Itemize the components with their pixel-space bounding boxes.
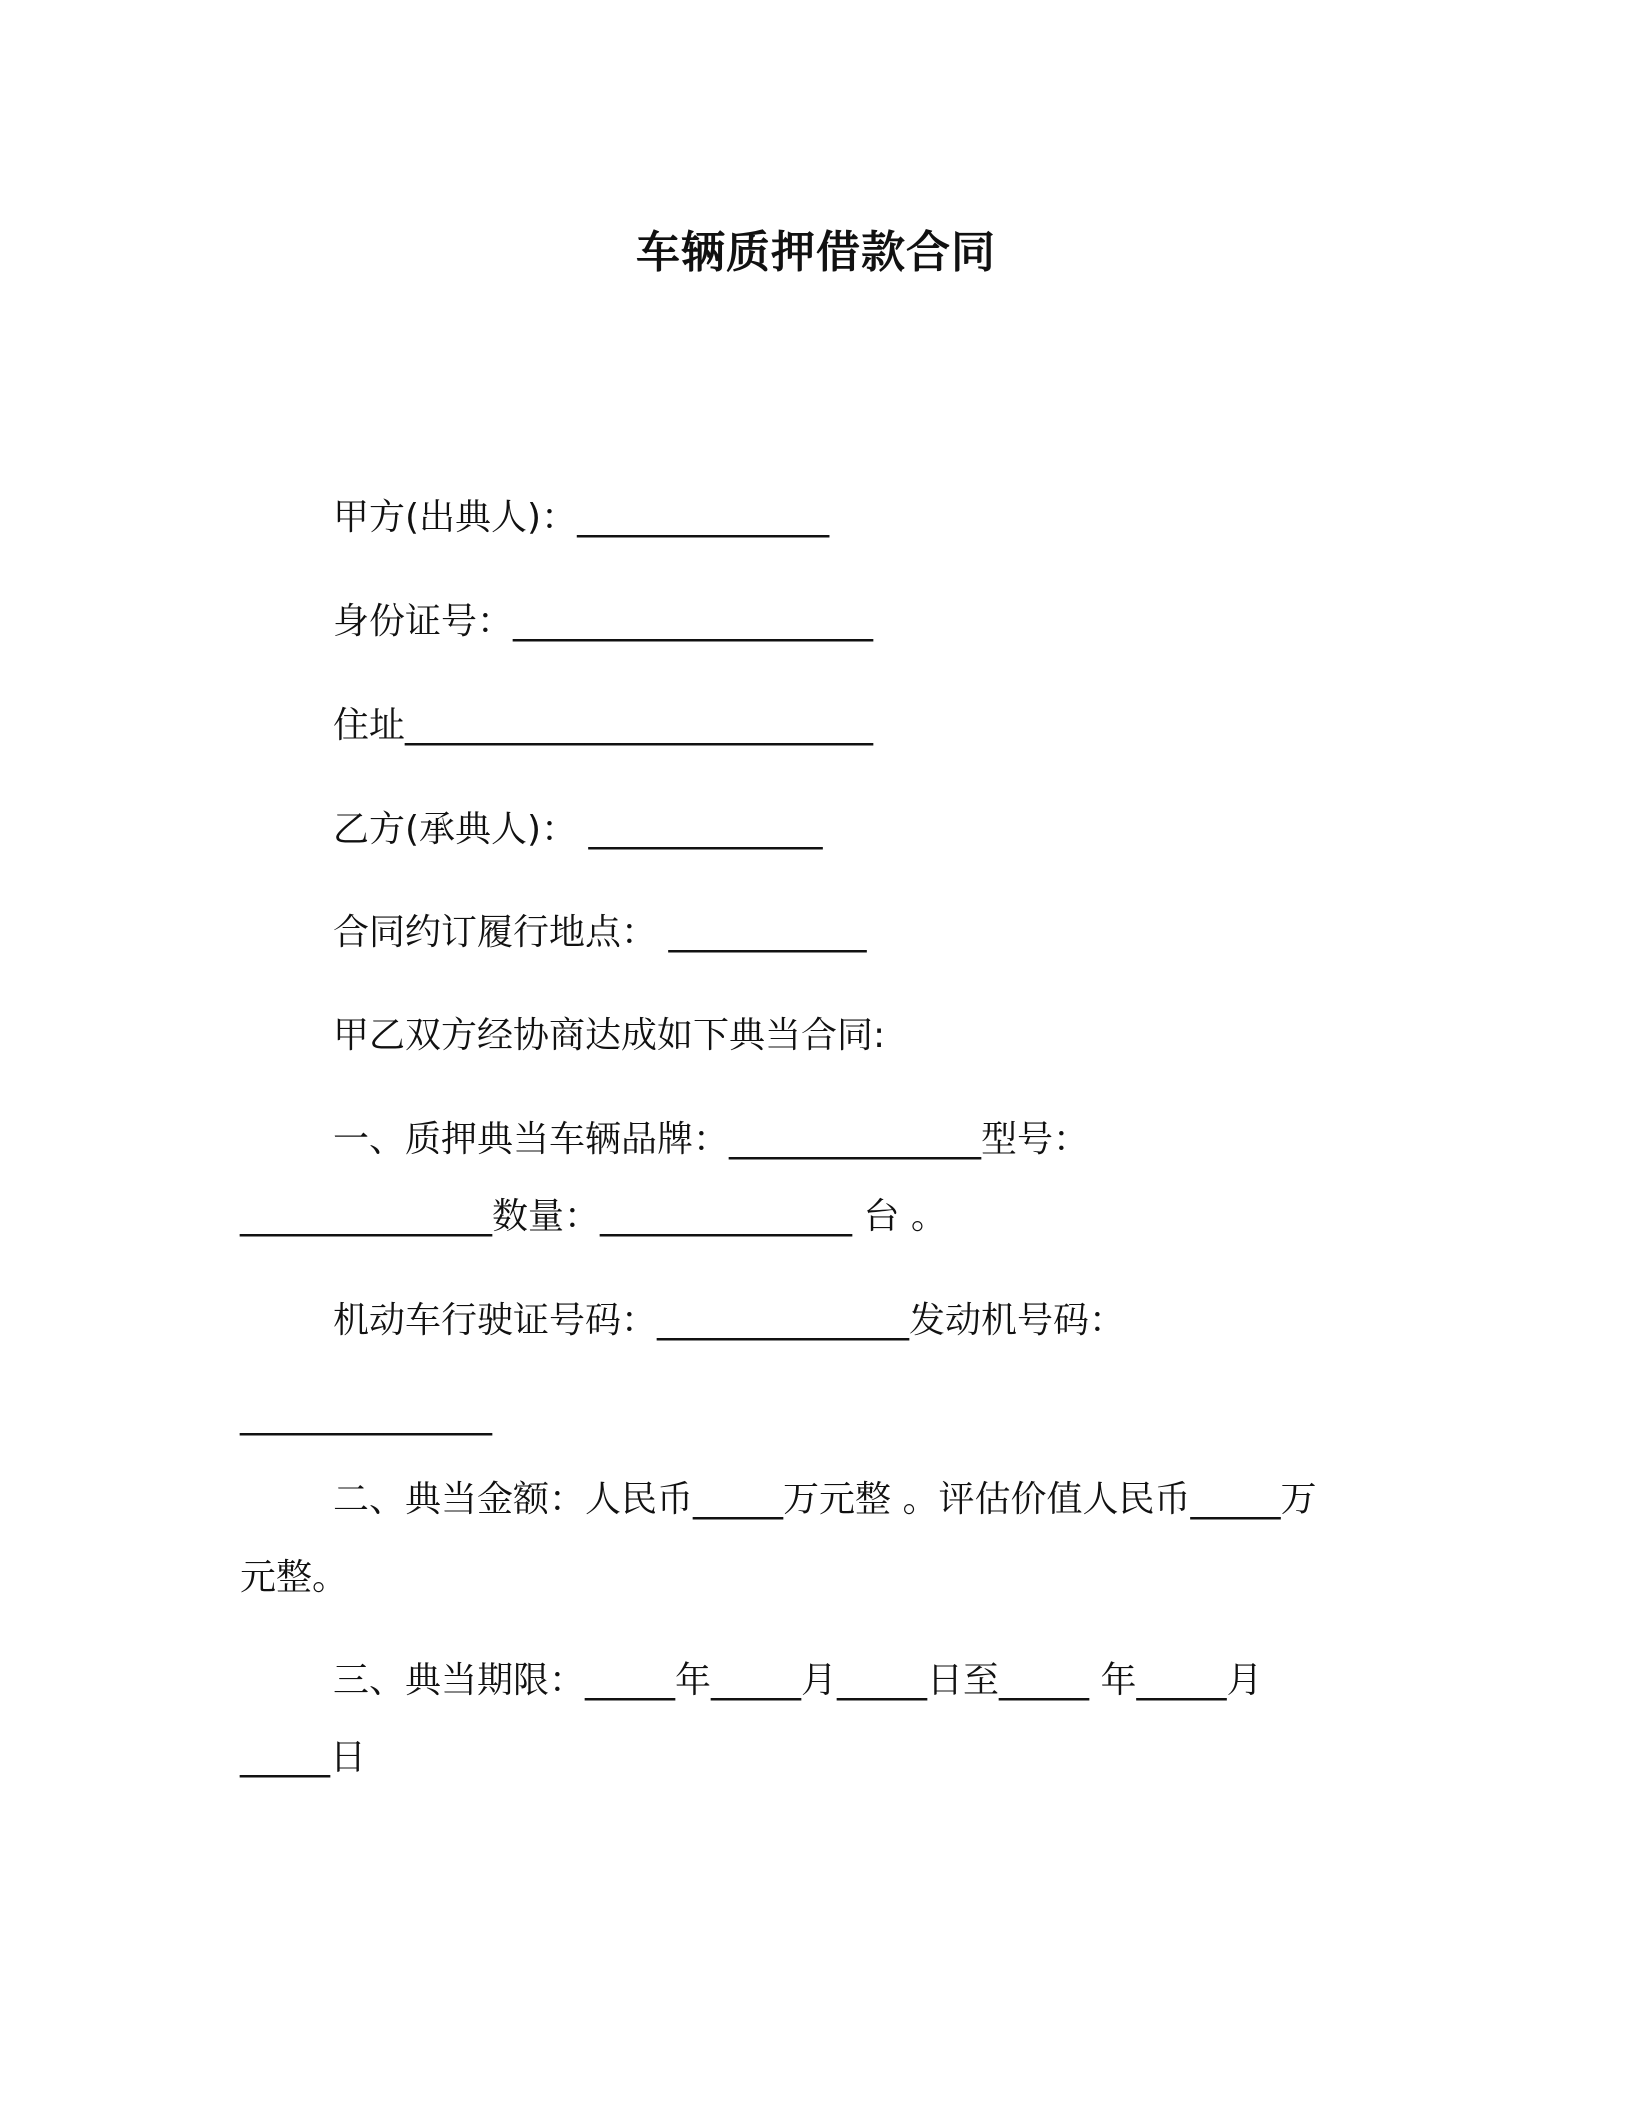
id-number-line: 身份证号：____________________ — [333, 601, 874, 642]
contract-location-line: 合同约订履行地点： ___________ — [333, 912, 867, 953]
document-title: 车辆质押借款合同 — [636, 227, 996, 278]
license-engine-line-2: ______________ — [240, 1395, 492, 1436]
clause-3-line-2: _____日 — [240, 1737, 367, 1778]
clause-2-line-2: 元整。 — [240, 1557, 349, 1598]
license-engine-line-1: 机动车行驶证号码：______________发动机号码： — [333, 1300, 1126, 1341]
clause-1-line-2: ______________数量：______________ 台 。 — [240, 1196, 947, 1237]
clause-1-line-1: 一、质押典当车辆品牌：______________型号： — [333, 1119, 1090, 1160]
clause-3-line-1: 三、典当期限：_____年_____月_____日至_____ 年_____月 — [333, 1660, 1263, 1701]
agreement-intro-line: 甲乙双方经协商达成如下典当合同: — [333, 1015, 886, 1056]
address-line: 住址__________________________ — [333, 705, 873, 746]
party-b-line: 乙方(承典人)： _____________ — [333, 809, 823, 850]
clause-2-line-1: 二、典当金额：人民币_____万元整 。评估价值人民币_____万 — [333, 1479, 1317, 1520]
party-a-line: 甲方(出典人)：______________ — [333, 497, 830, 538]
